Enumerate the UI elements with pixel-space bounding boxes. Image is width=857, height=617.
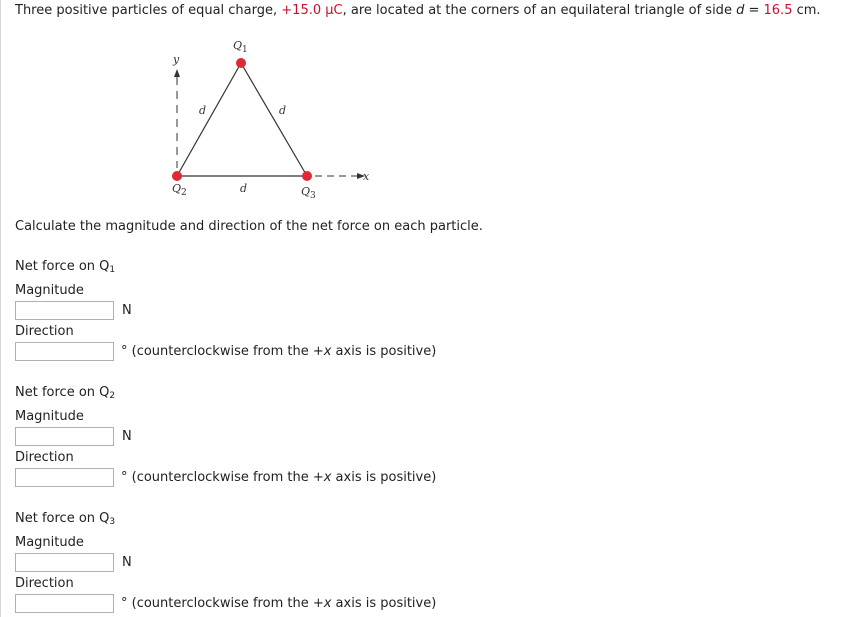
magnitude-label-q3: Magnitude <box>15 535 84 550</box>
direction-unit-q1: ° (counterclockwise from the +x axis is positive) <box>121 344 437 359</box>
q2-label: $Q_2$ <box>172 182 187 198</box>
left-border <box>0 0 1 617</box>
equals-sign: = <box>744 3 764 18</box>
side-label-right: d <box>279 104 287 117</box>
magnitude-input-q3[interactable] <box>15 553 114 572</box>
side-unit: cm. <box>792 3 821 18</box>
side-value: 16.5 <box>763 3 793 18</box>
section-title-q3: Net force on $Q_3$ <box>15 511 116 527</box>
magnitude-input-q1[interactable] <box>15 301 114 320</box>
direction-unit-q3: ° (counterclockwise from the +x axis is positive) <box>121 596 437 611</box>
magnitude-input-q2[interactable] <box>15 427 114 446</box>
question-prompt: Calculate the magnitude and direction of the net force on each particle. <box>15 219 483 234</box>
q3-label: $Q_3$ <box>301 185 316 201</box>
magnitude-label-q1: Magnitude <box>15 283 84 298</box>
magnitude-unit-q2: N <box>122 429 132 444</box>
triangle-side-right <box>241 63 307 176</box>
magnitude-label-q2: Magnitude <box>15 409 84 424</box>
problem-statement <box>15 3 821 18</box>
side-symbol: d <box>736 3 745 18</box>
y-axis-arrowhead <box>174 69 180 77</box>
direction-input-q3[interactable] <box>15 594 114 613</box>
charge-q2 <box>172 171 182 181</box>
direction-label-q2: Direction <box>15 450 74 465</box>
intro-text: Three positive particles of equal charge, <box>15 3 282 18</box>
side-label-bottom: d <box>240 182 248 195</box>
y-axis-label: y <box>173 53 180 66</box>
charge-q3 <box>302 171 312 181</box>
x-axis-label: x <box>363 170 370 183</box>
magnitude-unit-q3: N <box>122 555 132 570</box>
side-label-left: d <box>199 104 207 117</box>
direction-unit-q2: ° (counterclockwise from the +x axis is positive) <box>121 470 437 485</box>
direction-input-q2[interactable] <box>15 468 114 487</box>
section-title-q2: Net force on $Q_2$ <box>15 385 116 401</box>
direction-label-q1: Direction <box>15 324 74 339</box>
q1-label: $Q_1$ <box>233 39 248 55</box>
direction-input-q1[interactable] <box>15 342 114 361</box>
section-title-q1: Net force on $Q_1$ <box>15 259 116 275</box>
charge-q1 <box>236 58 246 68</box>
intro-text-middle: , are located at the corners of an equilateral triangle of side <box>342 3 737 18</box>
charge-value: +15.0 µC <box>281 3 343 18</box>
triangle-diagram <box>160 36 380 206</box>
direction-label-q3: Direction <box>15 576 74 591</box>
triangle-side-left <box>177 63 241 176</box>
magnitude-unit-q1: N <box>122 303 132 318</box>
